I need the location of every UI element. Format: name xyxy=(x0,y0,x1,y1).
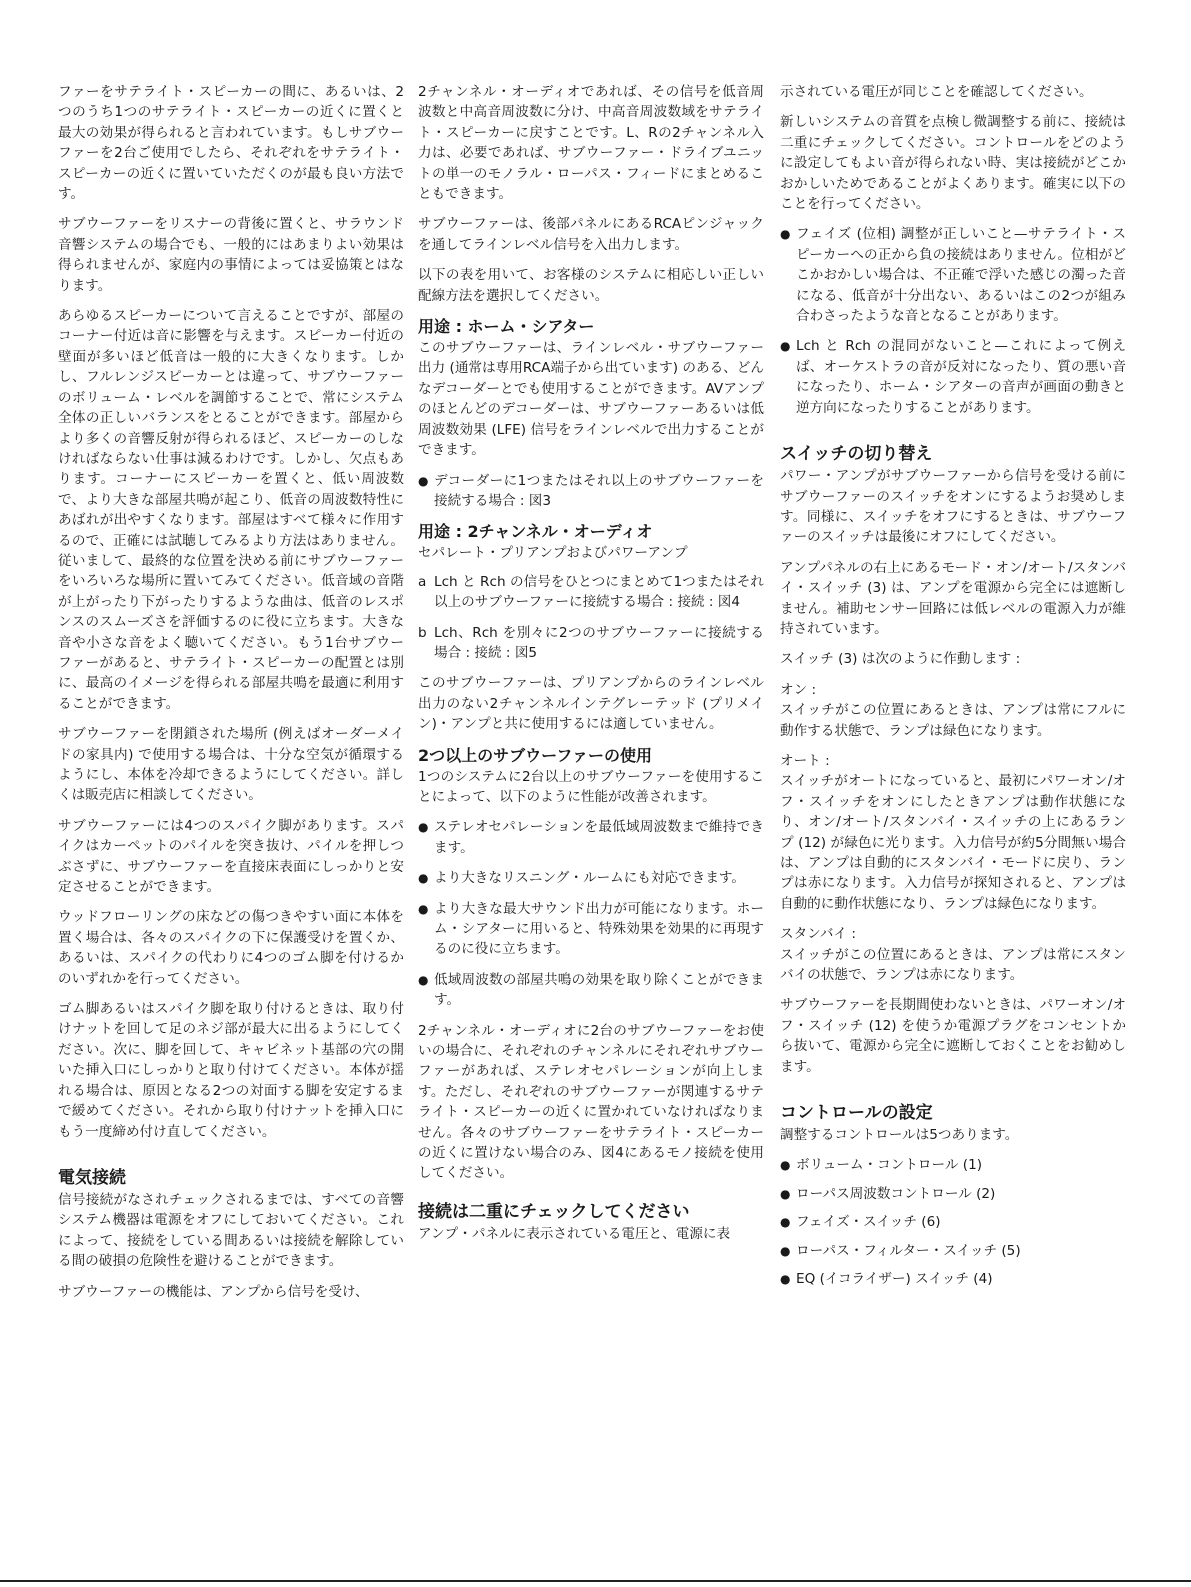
paragraph: スイッチがオートになっていると、最初にパワーオン/オフ・スイッチをオンにしたときアンプは動作状態になり、オン/オート/スタンバイ・スイッチの上にあるランプ (12) が緑色に光ります。入力信号が約5分間無い場合は、アンプは自動的にスタンバイ・モードに戻り、ランプは赤になります。入力信号が探知されると、アンプは自動的に動作状態になり、ランプは緑色になります。 xyxy=(780,773,1126,912)
paragraph: 以下の表を用いて、お客様のシステムに相応しい正しい配線方法を選択してください。 xyxy=(418,267,764,304)
paragraph: サブウーファーには4つのスパイク脚があります。スパイクはカーペットのパイルを突き抜け、パイルを押しつぶさずに、サブウーファーを直接床表面にしっかりと安定させることができます。 xyxy=(58,817,404,896)
mode-label-auto: オート : xyxy=(780,752,830,769)
paragraph: 新しいシステムの音質を点検し微調整する前に、接続は二重にチェックしてください。コントロールをどのように設定してもよい音が得られない時、実は接続がどこかおかしいためであることがよくあります。確実に以下のことを行ってください。 xyxy=(780,114,1126,213)
paragraph: このサブウーファーは、ラインレベル・サブウーファー出力 (通常は専用RCA端子から出ています) のある、どんなデコーダーとでも使用することができます。AVアンプのほとんどのデコーダーは、サブウーファーあるいは低周波数効果 (LFE) 信号をラインレベルで出力することができます。 xyxy=(418,340,764,459)
list-item-text: Lch と Rch の信号をひとつにまとめて1つまたはそれ以上のサブウーファーに接続する場合 : 接続 : 図4 xyxy=(434,573,764,611)
paragraph: あらゆるスピーカーについて言えることですが、部屋のコーナー付近は音に影響を与えます。スピーカー付近の壁面が多いほど低音は一般的に大きくなります。しかし、フルレンジスピーカーとは違って、サブウーファーのボリューム・レベルを調節することで、常にシステム全体の正しいバランスをとることができます。部屋からより多くの音響反射が得られるほど、スピーカーのしなければならない仕事は減るわけです。しかし、欠点もあります。コーナーにスピーカーを置くと、低い周波数で、より大きな部屋共鳴が起こり、低音の周波数特性にあばれが出やすくなります。部屋はすべて様々に作用するので、正確には試聴してみるより方法はありません。従いまして、最終的な位置を決める前にサブウーファーをいろいろな場所に置いてみてください。低音域の音階が上がったり下がったりするような曲は、低音のレスポンスのスムーズさを評価するのに役に立ちます。大きな音や小さな音をよく聴いてください。もう1台サブウーファーがあると、サテライト・スピーカーの配置とは別に、最高のイメージを得られる部屋共鳴を最適に利用することができます。 xyxy=(58,308,404,712)
paragraph: スイッチがこの位置にあるときは、アンプは常にフルに動作する状態で、ランプは緑色になります。 xyxy=(780,702,1126,739)
page-bottom-rule xyxy=(0,1580,1191,1582)
list-item: ● フェイズ・スイッチ (6) xyxy=(780,1212,1126,1232)
list-item: ● ボリューム・コントロール (1) xyxy=(780,1155,1126,1175)
paragraph: サブウーファーを閉鎖された場所 (例えばオーダーメイドの家具内) で使用する場合は、十分な空気が循環するようにし、本体を冷却できるようにしてください。詳しくは販売店に相談してください。 xyxy=(58,726,404,804)
lettered-list xyxy=(418,572,764,664)
subheading: セパレート・プリアンプおよびパワーアンプ xyxy=(418,545,688,562)
paragraph: このサブウーファーは、プリアンプからのラインレベル出力のない2チャンネルインテグレーテッド (プリメイン)・アンプと共に使用するには適していません。 xyxy=(418,675,764,733)
list-item: ● ローパス周波数コントロール (2) xyxy=(780,1184,1126,1204)
section-heading-home-theater: 用途 : ホーム・シアター xyxy=(418,317,595,337)
bullet-list xyxy=(418,817,764,1010)
column-3 xyxy=(780,82,1126,1300)
bullet-list xyxy=(780,1155,1126,1289)
section-heading-switching: スイッチの切り替え xyxy=(780,444,933,465)
list-item: ● 低域周波数の部屋共鳴の効果を取り除くことができます。 xyxy=(418,970,764,1011)
list-item: ● ローパス・フィルター・スイッチ (5) xyxy=(780,1241,1126,1261)
column-1 xyxy=(58,82,404,1312)
mode-label-on: オン : xyxy=(780,681,817,698)
list-item xyxy=(418,623,764,664)
paragraph: サブウーファーを長期間使わないときは、パワーオン/オフ・スイッチ (12) を使うか電源プラグをコンセントから抜いて、電源から完全に遮断しておくことをお勧めします。 xyxy=(780,997,1126,1075)
paragraph: スイッチ (3) は次のように作動します : xyxy=(780,651,1021,668)
section-heading-control-settings: コントロールの設定 xyxy=(780,1103,933,1124)
section-heading-multiple-subwoofers: 2つ以上のサブウーファーの使用 xyxy=(418,745,653,765)
paragraph: パワー・アンプがサブウーファーから信号を受ける前にサブウーファーのスイッチをオンにするようお奨めします。同様に、スイッチをオフにするときは、サブウーファーのスイッチは最後にオフにしてください。 xyxy=(780,468,1126,546)
section-heading-double-check: 接続は二重にチェックしてください xyxy=(418,1201,690,1222)
section-heading-2ch-audio: 用途 : 2チャンネル・オーディオ xyxy=(418,522,653,542)
paragraph: サブウーファーの機能は、アンプから信号を受け、 xyxy=(58,1283,369,1300)
list-item-text: Lch、Rch を別々に2つのサブウーファーに接続する場合 : 接続 : 図5 xyxy=(434,624,764,661)
paragraph: サブウーファーをリスナーの背後に置くと、サラウンド音響システムの場合でも、一般的にはあまりよい効果は得られませんが、家庭内の事情によっては妥協策とはなります。 xyxy=(58,216,404,294)
paragraph: 2チャンネル・オーディオであれば、その信号を低音周波数と中高音周波数に分け、中高音周波数域をサテライト・スピーカーに戻すことです。L、Rの2チャンネル入力は、必要であれば、サブウーファー・ドライブユニットの単一のモノラル・ローパス・フィードにまとめることもできます。 xyxy=(418,84,764,203)
paragraph: アンプパネルの右上にあるモード・オン/オート/スタンバイ・スイッチ (3) は、アンプを電源から完全には遮断しません。補助センサー回路には低レベルの電源入力が維持されています。 xyxy=(780,559,1126,637)
paragraph: ウッドフローリングの床などの傷つきやすい面に本体を置く場合は、各々のスパイクの下に保護受けを置くか、あるいは、スパイクの代わりに4つのゴム脚を付けるかのいずれかを行ってください。 xyxy=(58,909,404,987)
list-item: ● ステレオセパレーションを最低域周波数まで維持できます。 xyxy=(418,817,764,858)
list-item: ● デコーダーに1つまたはそれ以上のサブウーファーを接続する場合 : 図3 xyxy=(418,471,764,512)
paragraph: アンプ・パネルに表示されている電圧と、電源に表 xyxy=(418,1225,731,1242)
column-2 xyxy=(418,82,764,1254)
paragraph: 調整するコントロールは5つあります。 xyxy=(780,1127,1019,1144)
paragraph: サブウーファーは、後部パネルにあるRCAピンジャックを通してラインレベル信号を入出力します。 xyxy=(418,216,764,253)
list-item: ● フェイズ (位相) 調整が正しいこと—サテライト・スピーカーへの正から負の接続はありません。位相がどこかおかしい場合は、不正確で浮いた感じの濁った音になる、低音が十分出ない、あるいはこの2つが組み合わさったような音となることがあります。 xyxy=(780,224,1126,326)
section-heading-electrical: 電気接続 xyxy=(58,1167,126,1188)
list-item: ● より大きなリスニング・ルームにも対応できます。 xyxy=(418,868,764,888)
list-marker: b xyxy=(418,624,427,641)
paragraph: 1つのシステムに2台以上のサブウーファーを使用することによって、以下のように性能が改善されます。 xyxy=(418,768,764,805)
list-item xyxy=(418,572,764,613)
paragraph: 示されている電圧が同じことを確認してください。 xyxy=(780,84,1093,100)
list-marker: a xyxy=(418,573,427,590)
list-item: ● より大きな最大サウンド出力が可能になります。ホーム・シアターに用いると、特殊効果を効果的に再現するのに役に立ちます。 xyxy=(418,899,764,960)
paragraph: 信号接続がなされチェックされるまでは、すべての音響システム機器は電源をオフにしておいてください。これによって、接続をしている間あるいは接続を解除している間の破損の危険性を避けることができます。 xyxy=(58,1191,404,1270)
paragraph: スイッチがこの位置にあるときは、アンプは常にスタンバイの状態で、ランプは赤になります。 xyxy=(780,946,1126,984)
mode-label-standby: スタンバイ : xyxy=(780,926,856,943)
list-item: ● Lch と Rch の混同がないこと—これによって例えば、オーケストラの音が反対になったり、質の悪い音になったり、ホーム・シアターの音声が画面の動きと逆方向になったりすることがあります。 xyxy=(780,336,1126,418)
list-item: ● EQ (イコライザー) スイッチ (4) xyxy=(780,1269,1126,1289)
bullet-list xyxy=(780,224,1126,418)
paragraph: 2チャンネル・オーディオに2台のサブウーファーをお使いの場合に、それぞれのチャンネルにそれぞれサブウーファーがあれば、ステレオセパレーションが向上します。ただし、それぞれのサブウーファーが関連するサテライト・スピーカーの近くに置かれていなければなりません。各々のサブウーファーをサテライト・スピーカーの近くに置けない場合のみ、図4にあるモノ接続を使用してください。 xyxy=(418,1022,764,1182)
paragraph: ファーをサテライト・スピーカーの間に、あるいは、2つのうち1つのサテライト・スピーカーの近くに置くと最大の効果が得られると言われています。もしサブウーファーを2台ご使用でしたら、それぞれをサテライト・スピーカーの近くに置いていただくのが最も良い方法です。 xyxy=(58,84,404,203)
paragraph: ゴム脚あるいはスパイク脚を取り付けるときは、取り付けナットを回して足のネジ部が最大に出るようにしてください。次に、脚を回して、キャビネット基部の穴の開いた挿入口にしっかりと取り付けてください。本体が揺れる場合は、原因となる2つの対面する脚を安定するまで緩めてください。それから取り付けナットを挿入口にもう一度締め付け直してください。 xyxy=(58,1001,404,1140)
bullet-list xyxy=(418,471,764,512)
